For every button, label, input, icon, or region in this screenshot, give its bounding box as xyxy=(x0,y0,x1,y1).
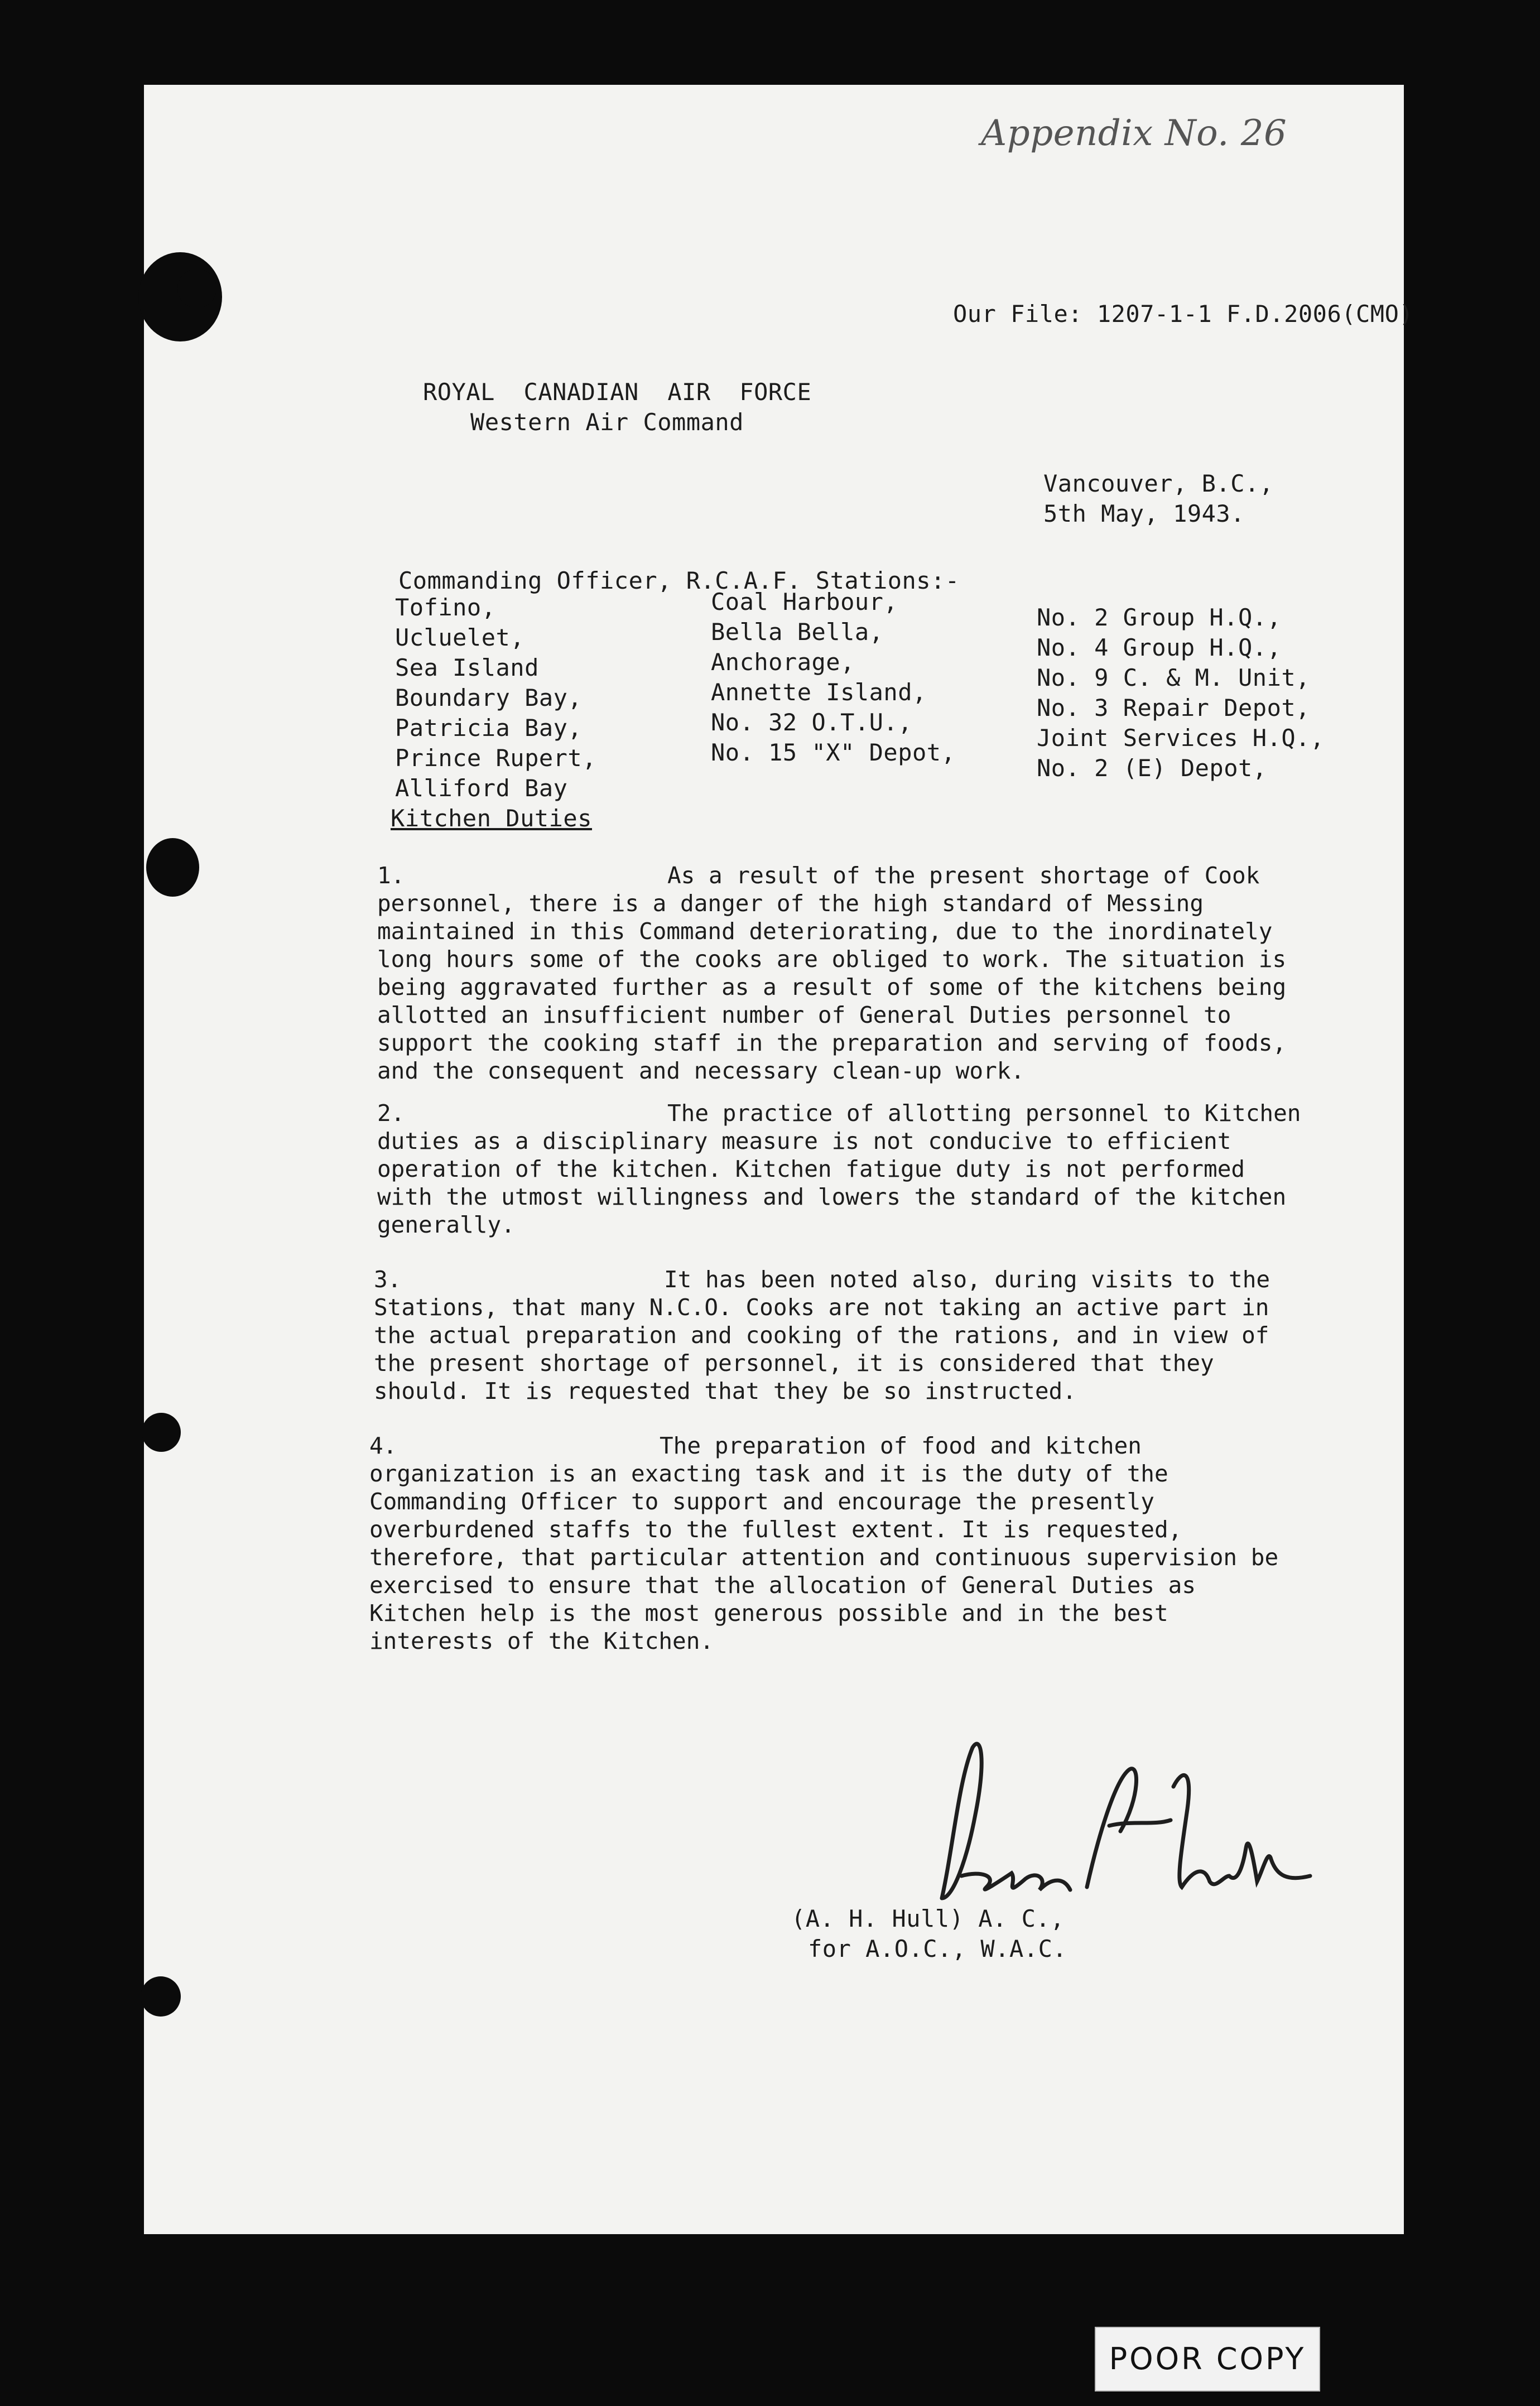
unit: No. 3 Repair Depot, xyxy=(1037,694,1310,721)
unit: No. 4 Group H.Q., xyxy=(1037,634,1282,661)
paragraph-number: 1. xyxy=(377,862,405,889)
paragraph-text: It has been noted also, during visits to the Stations, that many N.C.O. Cooks are not taking an active part in the actual preparation and cooking of the rations, and in view of the present shortage of personnel, it is considered that they should. It is requested that they be so instructed. xyxy=(374,1266,1270,1404)
signatory-name: (A. H. Hull) A. C., xyxy=(791,1905,1065,1932)
document-page xyxy=(144,85,1414,2234)
station: Sea Island xyxy=(395,654,539,681)
station: Tofino, xyxy=(395,594,496,621)
handwritten-note: Appendix No. 26 xyxy=(981,113,1287,154)
addressee-col-3 xyxy=(1037,603,1325,783)
file-reference: Our File: 1207-1-1 F.D.2006(CMO) xyxy=(953,300,1414,328)
station: Patricia Bay, xyxy=(395,714,583,742)
paragraph-number: 4. xyxy=(369,1432,397,1459)
signatory-for: for A.O.C., W.A.C. xyxy=(808,1935,1067,1962)
org-title: ROYAL CANADIAN AIR FORCE xyxy=(423,378,812,406)
paragraph-text: The preparation of food and kitchen organization is an exacting task and it is the duty of the Commanding Officer to support and encourage the presently overburdened staffs to the fullest extent. It is requested, therefore, that particular attention and continuous supervision be exercised to ensure that the allocation of General Duties as Kitchen help is the most generous possible and in the best interests of the Kitchen. xyxy=(369,1432,1279,1654)
station: Anchorage, xyxy=(711,648,855,676)
paragraph-3 xyxy=(374,1265,1300,1405)
paragraph-number: 3. xyxy=(374,1266,402,1293)
station: Ucluelet, xyxy=(395,624,525,651)
subject-heading: Kitchen Duties xyxy=(391,805,593,832)
handwritten-signature xyxy=(920,1736,1344,1915)
unit: No. 2 (E) Depot, xyxy=(1037,754,1267,782)
salutation: Commanding Officer, R.C.A.F. Stations:- xyxy=(398,567,960,594)
org-subtitle: Western Air Command xyxy=(470,408,744,436)
paragraph-4 xyxy=(369,1432,1302,1655)
date: 5th May, 1943. xyxy=(1043,500,1245,527)
punch-hole xyxy=(146,838,199,897)
station: Bella Bella, xyxy=(711,618,884,646)
station: Boundary Bay, xyxy=(395,684,583,711)
poor-copy-stamp: POOR COPY xyxy=(1095,2327,1320,2391)
place: Vancouver, B.C., xyxy=(1043,470,1274,497)
unit: Joint Services H.Q., xyxy=(1037,724,1325,752)
unit: No. 2 Group H.Q., xyxy=(1037,604,1282,631)
paragraph-number: 2. xyxy=(377,1100,405,1127)
station: No. 15 "X" Depot, xyxy=(711,739,956,766)
station: Prince Rupert, xyxy=(395,744,597,772)
station: Alliford Bay xyxy=(395,774,568,802)
punch-hole xyxy=(141,1976,181,2017)
station: Coal Harbour, xyxy=(711,588,898,615)
unit: No. 9 C. & M. Unit, xyxy=(1037,664,1310,691)
station: No. 32 O.T.U., xyxy=(711,709,913,736)
paragraph-text: As a result of the present shortage of Cook personnel, there is a danger of the high standard of Messing maintained in this Command deteriorating, due to the inordinately long hours some of the cooks are obliged to work. The situation is being aggravated further as a result of some of the kitchens being allotted an insufficient number of General Duties personnel to support the cooking staff in the preparation and serving of foods, and the consequent and necessary clean-up work. xyxy=(377,862,1287,1084)
station: Annette Island, xyxy=(711,679,927,706)
paragraph-1 xyxy=(377,862,1303,1085)
paragraph-2 xyxy=(377,1099,1303,1239)
binding-mark xyxy=(177,269,216,308)
punch-hole xyxy=(142,1413,181,1452)
addressee-col-2 xyxy=(711,587,955,768)
paragraph-text: The practice of allotting personnel to Kitchen duties as a disciplinary measure is not conducive to efficient operation of the kitchen. Kitchen fatigue duty is not performed with the utmost willingness and lowers the standard of the kitchen generally. xyxy=(377,1100,1301,1238)
addressee-col-1 xyxy=(395,593,596,803)
